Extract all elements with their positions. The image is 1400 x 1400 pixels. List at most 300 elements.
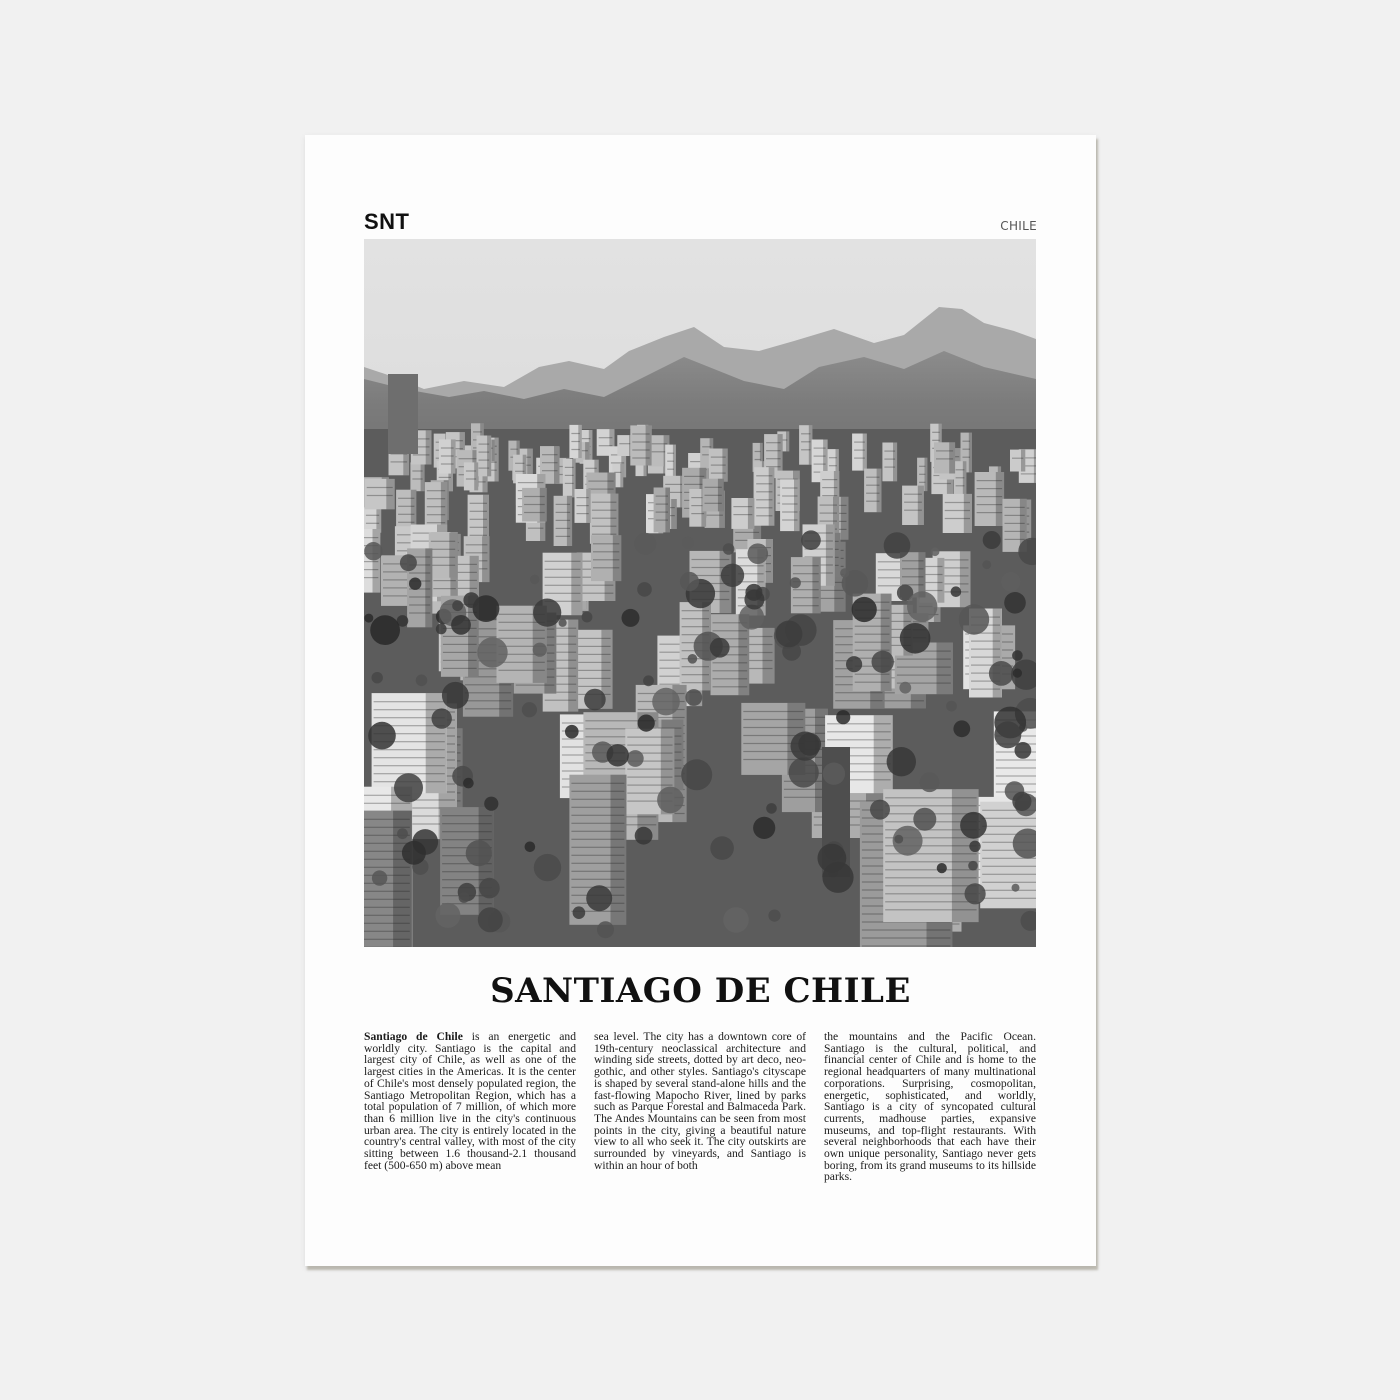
window-row (766, 458, 781, 459)
window-row (711, 457, 726, 458)
window-row (855, 642, 890, 643)
tree (643, 675, 654, 686)
window-row (651, 443, 667, 444)
tree (442, 682, 469, 709)
window-row (835, 692, 882, 693)
window-row (466, 552, 488, 553)
window-row (682, 666, 709, 667)
window-row (398, 514, 414, 515)
window-row (936, 450, 953, 451)
window-row (499, 630, 545, 631)
window-row (1005, 539, 1025, 540)
window-row (545, 561, 581, 562)
building-shadow (794, 479, 799, 531)
window-row (977, 504, 1003, 505)
tree (652, 688, 680, 716)
window-row (982, 874, 1036, 875)
window-row (936, 458, 953, 459)
window-row (784, 789, 826, 790)
window-row (470, 519, 487, 520)
window-row (822, 487, 837, 488)
tree (634, 533, 656, 555)
window-row (707, 515, 723, 516)
window-row (822, 495, 837, 496)
tree (840, 568, 849, 577)
window-row (884, 451, 895, 452)
window-row (499, 662, 545, 663)
window-row (433, 580, 456, 581)
tree (435, 903, 460, 928)
building-shadow (386, 479, 394, 509)
window-row (571, 839, 624, 840)
window-row (956, 485, 965, 486)
window-row (364, 819, 410, 820)
building-shadow (748, 498, 754, 529)
window-row (667, 461, 674, 462)
window-row (705, 503, 722, 504)
window-row (682, 674, 709, 675)
tree (622, 609, 640, 627)
building-shadow (585, 442, 590, 463)
window-row (499, 670, 545, 671)
tree (1012, 792, 1031, 811)
window-row (814, 456, 826, 457)
window-row (835, 700, 882, 701)
tree (478, 907, 503, 932)
window-row (897, 675, 951, 676)
tree (982, 560, 991, 569)
window-row (854, 450, 865, 451)
window-row (766, 442, 781, 443)
window-row (466, 544, 488, 545)
window-row (884, 467, 895, 468)
window-row (439, 477, 451, 478)
window-row (545, 585, 581, 586)
building-shadow (492, 440, 495, 462)
window-row (427, 498, 445, 499)
tree (931, 547, 940, 556)
window-row (627, 785, 672, 786)
window-row (854, 458, 865, 459)
window-row (814, 448, 826, 449)
window-row (441, 455, 454, 456)
window-row (656, 504, 668, 505)
window-row (971, 649, 1000, 650)
window-row (427, 522, 445, 523)
tree (479, 878, 500, 899)
building-shadow (373, 529, 381, 593)
building-shadow (495, 438, 499, 482)
window-row (433, 588, 456, 589)
window-row (827, 739, 891, 740)
tree (635, 827, 653, 845)
window-row (499, 638, 545, 639)
tree (1001, 572, 1021, 592)
window-row (465, 708, 511, 709)
window-row (364, 803, 410, 804)
window-row (516, 685, 555, 686)
window-row (866, 485, 879, 486)
tree (894, 835, 903, 844)
tree (484, 797, 498, 811)
window-row (364, 561, 378, 562)
building-shadow (611, 775, 627, 925)
window-row (571, 799, 624, 800)
tree (723, 907, 749, 933)
window-row (545, 577, 581, 578)
window-row (542, 454, 558, 455)
building-shadow (426, 693, 447, 793)
building-shadow (421, 462, 425, 491)
tree (884, 532, 911, 559)
window-row (470, 511, 487, 512)
window-row (571, 815, 624, 816)
tree (372, 870, 387, 885)
tree (607, 744, 629, 766)
tree (533, 643, 547, 657)
window-row (793, 565, 819, 566)
tree (368, 722, 396, 750)
window-row (782, 511, 797, 512)
window-row (885, 893, 976, 894)
window-row (738, 565, 764, 566)
window-row (364, 859, 410, 860)
window-row (632, 441, 649, 442)
tree (899, 682, 911, 694)
window-row (427, 490, 445, 491)
window-row (713, 630, 748, 631)
window-row (571, 783, 624, 784)
window-row (919, 466, 925, 467)
window-row (599, 445, 613, 446)
window-row (820, 521, 837, 522)
building-shadow (766, 539, 773, 583)
window-row (592, 534, 617, 535)
window-row (971, 641, 1000, 642)
window-row (593, 543, 619, 544)
country-label: CHILE (1000, 219, 1037, 233)
tree (920, 772, 940, 792)
window-row (692, 559, 730, 560)
window-row (571, 863, 624, 864)
window-row (766, 466, 781, 467)
window-row (574, 654, 610, 655)
window-row (374, 709, 445, 710)
tree (586, 885, 612, 911)
window-row (565, 475, 574, 476)
tree (451, 615, 471, 635)
tree (766, 803, 777, 814)
window-row (866, 477, 879, 478)
window-row (409, 612, 430, 613)
tree (682, 537, 694, 549)
window-row (829, 457, 837, 458)
window-row (524, 504, 545, 505)
window-row (364, 867, 410, 868)
building-shadow (425, 548, 432, 627)
window-row (1012, 458, 1023, 459)
window-row (556, 520, 571, 521)
window-row (398, 498, 414, 499)
window-row (465, 700, 511, 701)
window-row (364, 923, 410, 924)
window-row (656, 496, 668, 497)
window-row (518, 482, 544, 483)
window-row (885, 861, 976, 862)
window-row (793, 573, 819, 574)
window-row (855, 650, 890, 651)
window-row (364, 915, 410, 916)
tree (584, 689, 606, 711)
window-row (374, 765, 445, 766)
window-row (579, 593, 614, 594)
building-shadow (918, 552, 925, 597)
building-shadow (893, 443, 897, 482)
window-row (391, 461, 408, 462)
window-row (556, 512, 571, 513)
window-row (862, 929, 951, 930)
window-row (592, 502, 617, 503)
window-row (443, 660, 477, 661)
window-row (364, 577, 378, 578)
tree (790, 577, 801, 588)
tree (798, 733, 821, 756)
window-row (684, 476, 704, 477)
window-row (542, 462, 558, 463)
window-row (545, 700, 577, 701)
tree (681, 759, 712, 790)
window-row (963, 449, 971, 450)
window-row (442, 831, 492, 832)
window-row (982, 818, 1036, 819)
window-row (574, 646, 610, 647)
building-shadow (826, 524, 835, 585)
window-row (571, 449, 579, 450)
tree (533, 599, 561, 627)
window-row (691, 497, 704, 498)
window-row (479, 468, 490, 469)
window-row (364, 891, 410, 892)
tree (394, 773, 423, 802)
tree (937, 863, 947, 873)
window-row (588, 481, 613, 482)
tree (416, 675, 428, 687)
window-row (743, 759, 803, 760)
window-row (571, 847, 624, 848)
window-row (627, 745, 672, 746)
window-row (599, 437, 613, 438)
window-row (577, 497, 589, 498)
window-row (691, 513, 704, 514)
window-row (855, 626, 890, 627)
tree (534, 854, 561, 881)
tree (409, 578, 421, 590)
tree (953, 720, 970, 737)
tree (657, 787, 684, 814)
tree (559, 619, 567, 627)
window-row (577, 505, 589, 506)
window-row (466, 470, 476, 471)
tree (900, 623, 931, 654)
tree (818, 844, 847, 873)
window-row (374, 757, 445, 758)
tree (776, 621, 803, 648)
building-shadow (937, 558, 944, 603)
window-row (466, 478, 476, 479)
window-row (827, 731, 891, 732)
window-row (902, 560, 924, 561)
tree (965, 883, 986, 904)
window-row (977, 480, 1003, 481)
window-row (479, 452, 490, 453)
city-photo (364, 239, 1036, 947)
window-row (592, 510, 617, 511)
window-row (963, 457, 971, 458)
window-row (904, 510, 922, 511)
window-row (885, 853, 976, 854)
window-row (971, 689, 1000, 690)
window-row (884, 459, 895, 460)
window-row (702, 446, 711, 447)
city-code: SNT (364, 209, 410, 234)
tree (721, 564, 744, 587)
window-row (982, 890, 1036, 891)
window-row (364, 907, 410, 908)
window-row (904, 502, 922, 503)
building-shadow (877, 469, 882, 513)
building-shadow (665, 488, 670, 533)
window-row (782, 519, 797, 520)
window-row (711, 465, 726, 466)
window-row (904, 494, 922, 495)
window-row (996, 759, 1036, 760)
tree (688, 654, 698, 664)
tree (582, 612, 593, 623)
window-row (619, 443, 631, 444)
window-row (441, 447, 454, 448)
tree (522, 702, 537, 717)
window-row (885, 885, 976, 886)
window-row (473, 431, 482, 432)
window-row (367, 495, 393, 496)
window-row (412, 478, 422, 479)
window-row (743, 719, 803, 720)
window-row (956, 477, 965, 478)
window-row (755, 451, 761, 452)
tree (463, 778, 474, 789)
tree (400, 554, 417, 571)
tree (836, 710, 850, 724)
window-row (945, 518, 970, 519)
window-row (577, 513, 589, 514)
description-column-1 (364, 1031, 576, 1183)
building-shadow (969, 433, 972, 473)
building-shadow (863, 434, 867, 471)
window-row (571, 807, 624, 808)
window-row (545, 569, 581, 570)
tree (887, 747, 916, 776)
window-row (364, 899, 410, 900)
description-column-3: the mountains and the Pacific Ocean. Santiago is the cultural, political, and financial center of Chile and is home to the regional headquarters of many multinational corporations. Surprising, cosmopolitan, energetic, sophisticated, and worldly, Santiago is a city of syncopated cultural currents, madhouse parties, expansive museums, and top-flight restaurants. With several neighborhoods that each have their own unique personality, Santiago never gets boring, from its grand museums to its hillside parks. (824, 1030, 1036, 1184)
window-row (711, 473, 726, 474)
tree (685, 689, 702, 706)
window-row (443, 636, 477, 637)
description-column-2: sea level. The city has a downtown core of 19th-century neoclassical architecture and winding side streets, dotted by art deco, neo-gothic, and other styles. Santiago's cityscape is shaped by several stand-alone hills and the fast-flowing Mapocho River, lined by parks such as Parque Forestal and Balmaceda Park. The Andes Mountains can be seen from most points in the city, giving a beautiful nature view to all who seek it. The city outskirts are surrounded by vineyards, and Santiago is within an hour of both (594, 1030, 806, 1172)
window-row (996, 767, 1036, 768)
window-row (919, 482, 925, 483)
window-row (565, 483, 574, 484)
tree (1013, 669, 1022, 678)
window-row (571, 879, 624, 880)
city-photo-image (364, 239, 1036, 947)
window-row (364, 827, 410, 828)
window-row (945, 510, 970, 511)
window-row (465, 684, 511, 685)
tree (872, 651, 894, 673)
tree (573, 906, 586, 919)
window-row (442, 823, 492, 824)
window-row (756, 515, 772, 516)
building-shadow (482, 536, 489, 582)
window-row (855, 674, 890, 675)
window-row (814, 464, 826, 465)
window-row (982, 826, 1036, 827)
window-row (571, 441, 579, 442)
tree (452, 600, 463, 611)
tree (432, 708, 452, 728)
window-row (691, 505, 704, 506)
window-row (982, 866, 1036, 867)
window-row (866, 493, 879, 494)
window-row (412, 470, 422, 471)
tree (370, 615, 400, 645)
window-row (982, 898, 1036, 899)
window-row (733, 506, 752, 507)
tree (959, 604, 989, 634)
window-row (682, 682, 709, 683)
window-row (793, 589, 819, 590)
window-row (524, 512, 545, 513)
window-row (705, 487, 722, 488)
window-row (756, 491, 772, 492)
window-row (409, 572, 430, 573)
poster-title: SANTIAGO DE CHILE (490, 971, 911, 1011)
window-row (364, 537, 378, 538)
window-row (574, 678, 610, 679)
window-row (442, 871, 492, 872)
window-row (667, 469, 674, 470)
window-row (743, 711, 803, 712)
window-row (682, 618, 709, 619)
tree (846, 656, 862, 672)
window-row (542, 470, 558, 471)
window-row (862, 937, 951, 938)
building-shadow (841, 497, 849, 540)
window-row (885, 909, 976, 910)
window-row (571, 871, 624, 872)
window-row (793, 605, 819, 606)
tree (946, 701, 957, 712)
window-row (515, 471, 524, 472)
window-row (855, 634, 890, 635)
window-row (443, 652, 477, 653)
building-shadow (571, 553, 582, 616)
window-row (945, 502, 970, 503)
window-row (545, 593, 581, 594)
window-row (574, 662, 610, 663)
window-row (820, 513, 837, 514)
window-row (582, 438, 591, 439)
